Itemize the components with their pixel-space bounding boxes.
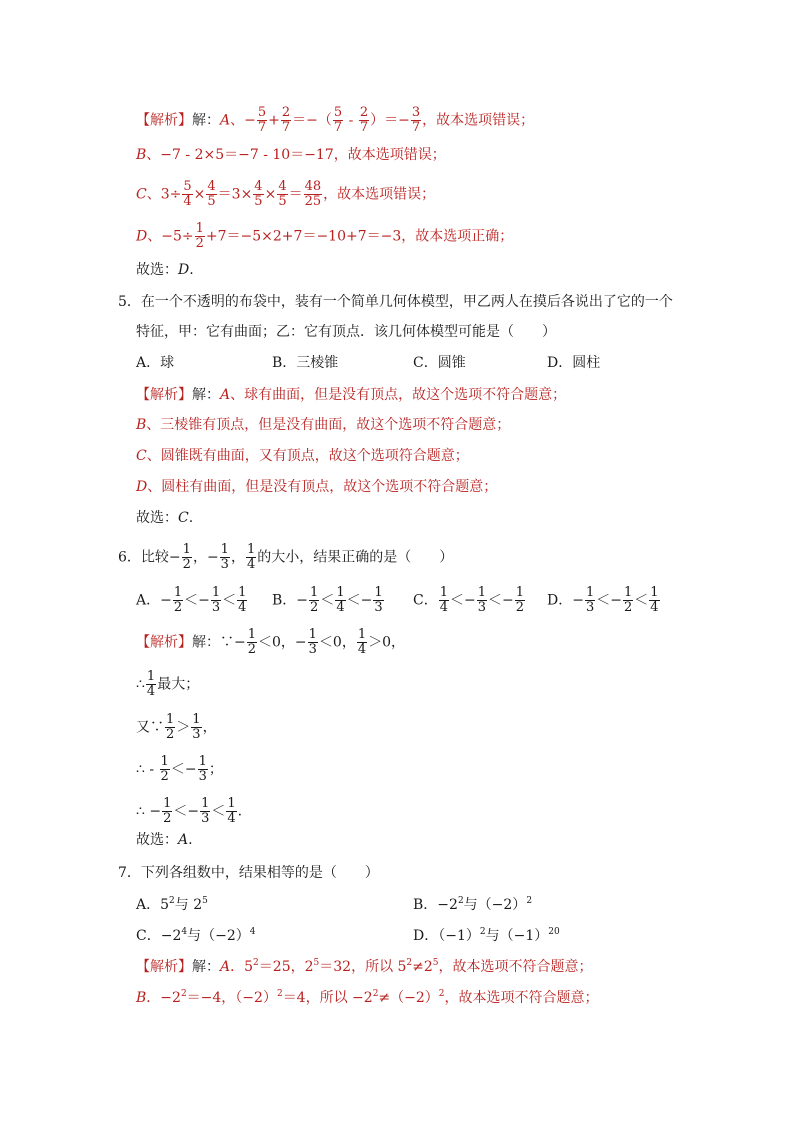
q6-option-b: B．− $\frac{1}{2}$ ＜ $\frac{1}{4}$ ＜− $\frac{1}{3}$ [272,585,383,615]
q5-option-b: B．三棱锥 [272,355,339,371]
q5-explanation-line-c: C、圆锥既有曲面，又有顶点，故这个选项符合题意； [136,448,469,464]
fraction: $\frac{4}{5}$ [254,179,263,209]
q4-explanation-line-d: D、−5÷ $\frac{1}{2}$ +7＝−5×2+7＝−10+7＝−3，故本选项正确； [136,221,514,251]
fraction: $\frac{4}{5}$ [278,179,287,209]
fraction: $\frac{5}{7}$ [333,105,343,135]
fraction: $\frac{5}{4}$ [183,179,192,209]
q5-explanation-line-b: B、三棱锥有顶点，但是没有曲面，故这个选项不符合题意； [136,417,511,433]
q5-stem-line1: 5．在一个不透明的布袋中，装有一个简单几何体模型，甲乙两人在摸后各说出了它的一个 [118,294,673,310]
q7-stem: 7．下列各组数中，结果相等的是（ ） [118,865,379,881]
fraction: $\frac{2}{7}$ [359,105,369,135]
q6-explanation-line1: 【解析】解：∵− $\frac{1}{2}$ ＜0，− $\frac{1}{3}$ ＜0， $\frac{1}{4}$ ＞0， [136,627,406,657]
q6-stem: 6．比较− $\frac{1}{2}$ ，− $\frac{1}{3}$ ， $\frac{1}{4}$ 的大小，结果正确的是（ ） [118,542,454,572]
q6-explanation-line4: ∴ - $\frac{1}{2}$ ＜− $\frac{1}{3}$ ； [136,754,223,784]
q4-explanation-line-a: 【解析】解：A、− $\frac{5}{7}$ + $\frac{2}{7}$ ＝−（ $\frac{5}{7}$ - $\frac{2}{7}$ ）＝− $\frac{3}{7}$ ，故本选项错误； [136,105,535,135]
fraction: $\frac{1}{2}$ [195,221,204,251]
q5-stem-line2: 特征，甲：它有曲面；乙：它有顶点．该几何体模型可能是（ ） [136,324,556,340]
q6-option-d: D．− $\frac{1}{3}$ ＜− $\frac{1}{2}$ ＜ $\frac{1}{4}$ [547,585,659,615]
q7-explanation-line-a: 【解析】解：A．$5^2=25$，$2^5=32$，所以 $5^2\ne 2^5$，故本选项不符合题意； [136,958,593,975]
q7-option-d: D．$(-1)^2$与$(-1)^{20}$ [413,927,560,944]
q6-answer: 故选：A. [136,832,193,848]
q4-explanation-line-c: C、3÷ $\frac{5}{4}$ × $\frac{4}{5}$ ＝3× $\frac{4}{5}$ × $\frac{4}{5}$ ＝ $\frac{48}{25}$ ，故本选项错误； [136,179,436,209]
q7-option-c: C．$-2^4$与$(-2)^4$ [136,927,256,944]
fraction: $\frac{2}{7}$ [281,105,291,135]
fraction: $\frac{4}{5}$ [207,179,216,209]
q5-explanation-line-d: D、圆柱有曲面，但是没有顶点，故这个选项不符合题意； [136,479,498,495]
q6-option-a: A．− $\frac{1}{2}$ ＜− $\frac{1}{3}$ ＜ $\frac{1}{4}$ [136,585,247,615]
fraction: $\frac{48}{25}$ [304,179,322,209]
q6-explanation-line2: ∴ $\frac{1}{4}$ 最大； [136,669,200,699]
q7-option-a: A．$5^2$与 $2^5$ [136,896,208,913]
q6-explanation-line3: 又∵ $\frac{1}{2}$ ＞ $\frac{1}{3}$ ， [136,712,217,742]
q7-explanation-line-b: B．$-2^2=-4$，$(-2)^2=4$，所以 $-2^2\ne(-2)^2$，故本选项不符合题意； [136,989,599,1006]
q5-option-a: A．球 [136,355,175,371]
q6-explanation-line5: ∴ − $\frac{1}{2}$ ＜− $\frac{1}{3}$ ＜ $\frac{1}{4}$ . [136,796,243,826]
q6-option-c: C． $\frac{1}{4}$ ＜− $\frac{1}{3}$ ＜− $\frac{1}{2}$ [413,585,525,615]
q7-option-b: B．$-2^2$与$(-2)^2$ [413,896,533,913]
fraction: $\frac{5}{7}$ [257,105,267,135]
q4-answer: 故选：D. [136,262,194,278]
fraction: $\frac{3}{7}$ [411,105,421,135]
q5-option-c: C．圆锥 [413,355,466,371]
q4-explanation-line-b: B、−7 - 2×5＝−7 - 10＝−17，故本选项错误； [136,147,446,163]
q5-explanation-line-a: 【解析】解：A、球有曲面，但是没有顶点，故这个选项不符合题意； [136,387,567,403]
analysis-tag: 【解析】 [136,112,192,129]
q5-option-d: D．圆柱 [547,355,601,371]
q5-answer: 故选：C. [136,510,194,526]
